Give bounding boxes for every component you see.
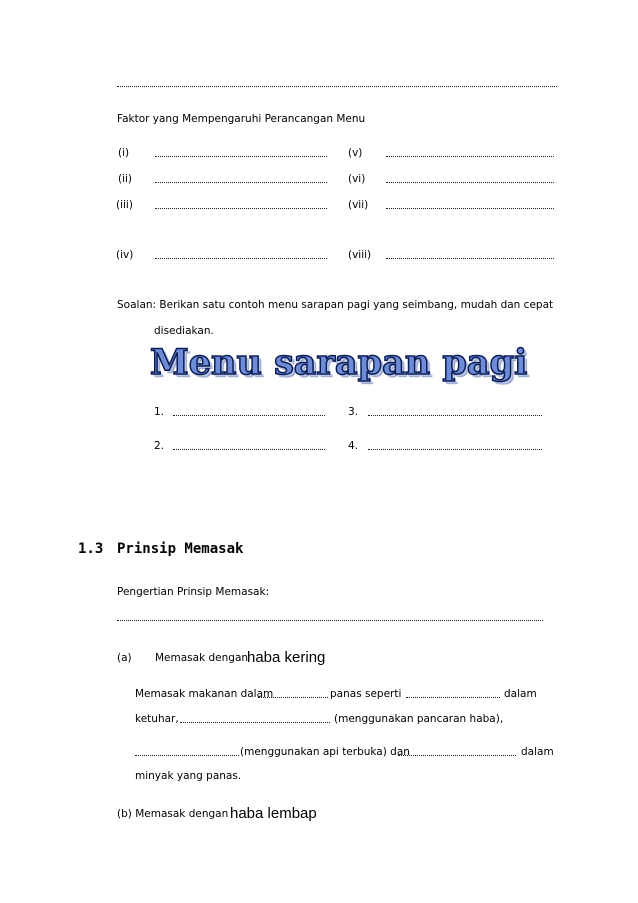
part-a-s1-b: panas seperti bbox=[330, 688, 402, 700]
item-label-viii: (viii) bbox=[348, 249, 372, 261]
part-a-s1-a: Memasak makanan dalam bbox=[135, 688, 274, 700]
section-number: 1.3 bbox=[78, 541, 104, 557]
menu-item-4-line[interactable] bbox=[368, 449, 542, 450]
part-a-label: (a) bbox=[117, 652, 132, 664]
menu-banner-title: Menu sarapan pagi bbox=[150, 342, 528, 383]
part-a-s3-a: (menggunakan api terbuka) dan bbox=[240, 746, 410, 758]
part-b-emphasis: haba lembap bbox=[230, 805, 317, 822]
definition-answer-line[interactable] bbox=[117, 620, 543, 621]
item-label-vi: (vi) bbox=[348, 173, 366, 185]
menu-item-1-label: 1. bbox=[154, 406, 165, 418]
part-a-blank-2[interactable] bbox=[406, 697, 500, 698]
answer-line-v[interactable] bbox=[386, 156, 554, 157]
answer-line-vii[interactable] bbox=[386, 208, 554, 209]
item-label-vii: (vii) bbox=[348, 199, 369, 211]
part-a-s2-b: (menggunakan pancaran haba), bbox=[334, 713, 504, 725]
item-label-ii: (ii) bbox=[118, 173, 133, 185]
answer-line-iii[interactable] bbox=[155, 208, 327, 209]
item-label-iii: (iii) bbox=[116, 199, 133, 211]
part-a-s4: minyak yang panas. bbox=[135, 770, 242, 782]
item-label-iv: (iv) bbox=[116, 249, 134, 261]
section-title: Faktor yang Mempengaruhi Perancangan Menu bbox=[117, 113, 366, 125]
part-a-emphasis: haba kering bbox=[247, 649, 326, 666]
part-a-blank-1[interactable] bbox=[258, 697, 328, 698]
question-line-2: disediakan. bbox=[154, 325, 214, 337]
answer-line-viii[interactable] bbox=[386, 258, 554, 259]
part-a-blank-3[interactable] bbox=[180, 722, 330, 723]
answer-line-vi[interactable] bbox=[386, 182, 554, 183]
item-label-i: (i) bbox=[118, 147, 130, 159]
answer-line-ii[interactable] bbox=[155, 182, 327, 183]
definition-label: Pengertian Prinsip Memasak: bbox=[117, 586, 270, 598]
menu-item-3-label: 3. bbox=[348, 406, 359, 418]
part-a-prefix: Memasak dengan bbox=[155, 652, 249, 664]
part-b-label: (b) Memasak dengan bbox=[117, 808, 229, 820]
menu-item-2-label: 2. bbox=[154, 440, 165, 452]
section-heading: Prinsip Memasak bbox=[117, 541, 244, 557]
part-a-s1-c: dalam bbox=[504, 688, 537, 700]
menu-item-4-label: 4. bbox=[348, 440, 359, 452]
answer-line-i[interactable] bbox=[155, 156, 327, 157]
part-a-blank-4[interactable] bbox=[135, 755, 239, 756]
menu-item-1-line[interactable] bbox=[173, 415, 325, 416]
part-a-s3-b: dalam bbox=[521, 746, 554, 758]
menu-item-3-line[interactable] bbox=[368, 415, 542, 416]
answer-line-iv[interactable] bbox=[155, 258, 327, 259]
part-a-blank-5[interactable] bbox=[398, 755, 516, 756]
answer-line-top[interactable] bbox=[117, 86, 557, 87]
item-label-v: (v) bbox=[348, 147, 363, 159]
menu-item-2-line[interactable] bbox=[173, 449, 325, 450]
part-a-s2-a: ketuhar, bbox=[135, 713, 179, 725]
question-line-1: Soalan: Berikan satu contoh menu sarapan pagi yang seimbang, mudah dan cepat bbox=[117, 299, 554, 311]
